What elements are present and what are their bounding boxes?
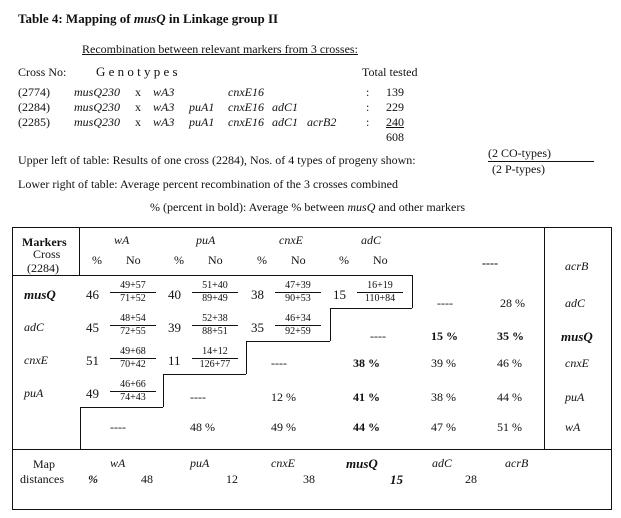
header-underline	[12, 275, 80, 276]
progeny-fraction	[192, 346, 238, 371]
cross-a: musQ230	[74, 115, 121, 129]
cross-a: musQ230	[74, 100, 121, 114]
row-marker-cnxE: cnxE	[24, 353, 48, 367]
cell-percent: 45	[86, 320, 99, 335]
staircase-edge	[163, 374, 164, 407]
col-no-label: No	[208, 253, 223, 267]
cross-no: (2774)	[18, 85, 50, 99]
p-count: 88+51	[202, 326, 228, 337]
cross-d: cnxE16	[228, 115, 264, 129]
dash: ----	[437, 296, 453, 310]
co-count: 51+40	[192, 280, 238, 293]
dash: ----	[370, 329, 386, 343]
p-count: 89+49	[202, 293, 228, 304]
row-marker-adC: adC	[24, 320, 45, 334]
right-marker-wA: wA	[565, 420, 581, 434]
co-count: 46+66	[110, 379, 156, 392]
p-count: 72+55	[120, 326, 146, 337]
right-col-separator	[544, 227, 545, 449]
cross-b: wA3	[153, 85, 175, 99]
p-count: 90+53	[285, 293, 311, 304]
cell-percent: 35	[251, 320, 264, 335]
cross-total: 229	[386, 100, 404, 114]
map-marker-puA: puA	[190, 456, 210, 470]
cell-percent: 51	[86, 353, 99, 368]
cross-no: (2284)	[18, 100, 50, 114]
cell-percent: 11	[168, 353, 181, 368]
average-percent: 41 %	[353, 390, 380, 404]
map-marker-acrB: acrB	[505, 456, 529, 470]
note-p-types: (2 P-types)	[492, 162, 545, 176]
right-marker-adC: adC	[565, 296, 586, 310]
cell-percent: 38	[251, 287, 264, 302]
co-count: 14+12	[192, 346, 238, 359]
co-count: 46+34	[275, 313, 321, 326]
cross-b: wA3	[153, 115, 175, 129]
p-count: 71+52	[120, 293, 146, 304]
cell-percent: 39	[168, 320, 181, 335]
cross-x: x	[135, 115, 141, 129]
col-head-adC: adC	[361, 233, 382, 247]
cross-colon: :	[366, 85, 370, 99]
co-count: 49+57	[110, 280, 156, 293]
dash: ----	[110, 420, 126, 434]
staircase-edge	[412, 275, 413, 308]
progeny-fraction	[275, 313, 321, 338]
average-percent: 48 %	[190, 420, 215, 434]
map-marker-musQ: musQ	[346, 456, 378, 471]
cross-e: adC1	[272, 100, 299, 114]
note-percent: % (percent in bold): Average % between musQ and other markers	[150, 200, 466, 214]
average-percent: 49 %	[271, 420, 296, 434]
staircase-edge	[163, 374, 246, 375]
cross-no-label: Cross No:	[18, 65, 67, 79]
average-percent: 38 %	[353, 356, 380, 370]
average-percent: 51 %	[497, 420, 522, 434]
cross-e: adC1	[272, 115, 299, 129]
table-left-border	[12, 227, 13, 510]
col-no-label: No	[373, 253, 388, 267]
table-title: Table 4: Mapping of musQ in Linkage group II	[18, 11, 279, 26]
cross-d: cnxE16	[228, 85, 264, 99]
dash: ----	[190, 390, 206, 404]
map-label: Map	[33, 457, 55, 471]
right-marker-musQ: musQ	[561, 329, 593, 344]
progeny-fraction	[192, 280, 238, 305]
col-head-cnxE: cnxE	[279, 233, 303, 247]
co-count: 49+68	[110, 346, 156, 359]
average-percent: 44 %	[497, 390, 522, 404]
cell-percent: 49	[86, 386, 99, 401]
cell-percent: 15	[333, 287, 346, 302]
note-upper-left: Upper left of table: Results of one cross (2284), Nos. of 4 types of progeny shown:	[18, 153, 416, 167]
col-pct-label: %	[339, 253, 349, 267]
average-percent: 47 %	[431, 420, 456, 434]
map-marker-adC: adC	[432, 456, 453, 470]
right-marker-cnxE: cnxE	[565, 356, 589, 370]
cell-percent: 46	[86, 287, 99, 302]
map-distance: 15	[390, 472, 403, 487]
note-co-types: (2 CO-types)	[488, 146, 551, 160]
total-tested-label: Total tested	[362, 65, 418, 79]
progeny-fraction	[110, 313, 156, 338]
col-pct-label: %	[92, 253, 102, 267]
staircase-edge	[80, 407, 81, 449]
grand-total: 608	[386, 130, 404, 144]
markers-label: Markers	[22, 235, 67, 249]
cell-percent: 40	[168, 287, 181, 302]
average-percent: 15 %	[431, 329, 458, 343]
map-distance: 28	[465, 472, 477, 486]
average-percent: 38 %	[431, 390, 456, 404]
table-top-border	[12, 227, 612, 228]
average-percent: 44 %	[353, 420, 380, 434]
staircase-edge	[246, 341, 247, 374]
genotypes-label: G e n o t y p e s	[96, 64, 178, 79]
map-percent-label: %	[88, 472, 98, 486]
p-count: 110+84	[364, 293, 396, 304]
p-count: 74+43	[120, 392, 146, 403]
co-count: 48+54	[110, 313, 156, 326]
cross-b: wA3	[153, 100, 175, 114]
staircase-edge	[80, 407, 163, 408]
p-count: 92+59	[285, 326, 311, 337]
col-no-label: No	[126, 253, 141, 267]
cross-total: 139	[386, 85, 404, 99]
map-marker-cnxE: cnxE	[271, 456, 295, 470]
cross-x: x	[135, 85, 141, 99]
distances-label: distances	[20, 472, 64, 486]
row-marker-musQ: musQ	[24, 287, 56, 302]
subtitle: Recombination between relevant markers from 3 crosses:	[82, 42, 358, 56]
col-pct-label: %	[174, 253, 184, 267]
cross-d: cnxE16	[228, 100, 264, 114]
cross-c: puA1	[189, 115, 215, 129]
note-lower-right: Lower right of table: Average percent recombination of the 3 crosses combined	[18, 177, 398, 191]
header-divider	[79, 227, 80, 275]
average-percent: 12 %	[271, 390, 296, 404]
progeny-fraction	[110, 280, 156, 305]
cross-colon: :	[366, 100, 370, 114]
co-count: 16+19	[357, 280, 403, 293]
map-separator	[12, 449, 612, 450]
table-right-border	[611, 227, 612, 510]
table-bottom-border	[12, 509, 612, 510]
progeny-fraction	[192, 313, 238, 338]
cross-number: (2284)	[27, 261, 59, 275]
cross-c: puA1	[189, 100, 215, 114]
cross-total: 240	[386, 115, 404, 129]
progeny-fraction	[357, 280, 403, 305]
dash: ----	[271, 356, 287, 370]
p-count: 70+42	[120, 359, 146, 370]
map-distance: 12	[226, 472, 238, 486]
col-pct-label: %	[257, 253, 267, 267]
staircase-edge	[330, 308, 412, 309]
cross-a: musQ230	[74, 85, 121, 99]
cross-colon: :	[366, 115, 370, 129]
p-count: 126+77	[199, 359, 231, 370]
staircase-edge	[246, 341, 330, 342]
row-marker-puA: puA	[24, 386, 44, 400]
cross-label: Cross	[33, 247, 61, 261]
map-distance: 38	[303, 472, 315, 486]
average-percent: 35 %	[497, 329, 524, 343]
staircase-edge	[330, 308, 331, 341]
average-percent: 28 %	[500, 296, 525, 310]
right-marker-puA: puA	[565, 390, 585, 404]
cross-f: acrB2	[307, 115, 337, 129]
average-percent: 46 %	[497, 356, 522, 370]
average-percent: 39 %	[431, 356, 456, 370]
co-count: 47+39	[275, 280, 321, 293]
right-marker-acrB: acrB	[565, 259, 589, 273]
cross-x: x	[135, 100, 141, 114]
staircase-edge	[80, 275, 412, 276]
col-head-puA: puA	[196, 233, 216, 247]
progeny-fraction	[275, 280, 321, 305]
progeny-fraction	[110, 346, 156, 371]
map-distance: 48	[141, 472, 153, 486]
dash: ----	[482, 256, 498, 270]
cross-no: (2285)	[18, 115, 50, 129]
map-marker-wA: wA	[110, 456, 126, 470]
progeny-fraction	[110, 379, 156, 404]
co-count: 52+38	[192, 313, 238, 326]
col-no-label: No	[291, 253, 306, 267]
col-head-wA: wA	[114, 233, 130, 247]
